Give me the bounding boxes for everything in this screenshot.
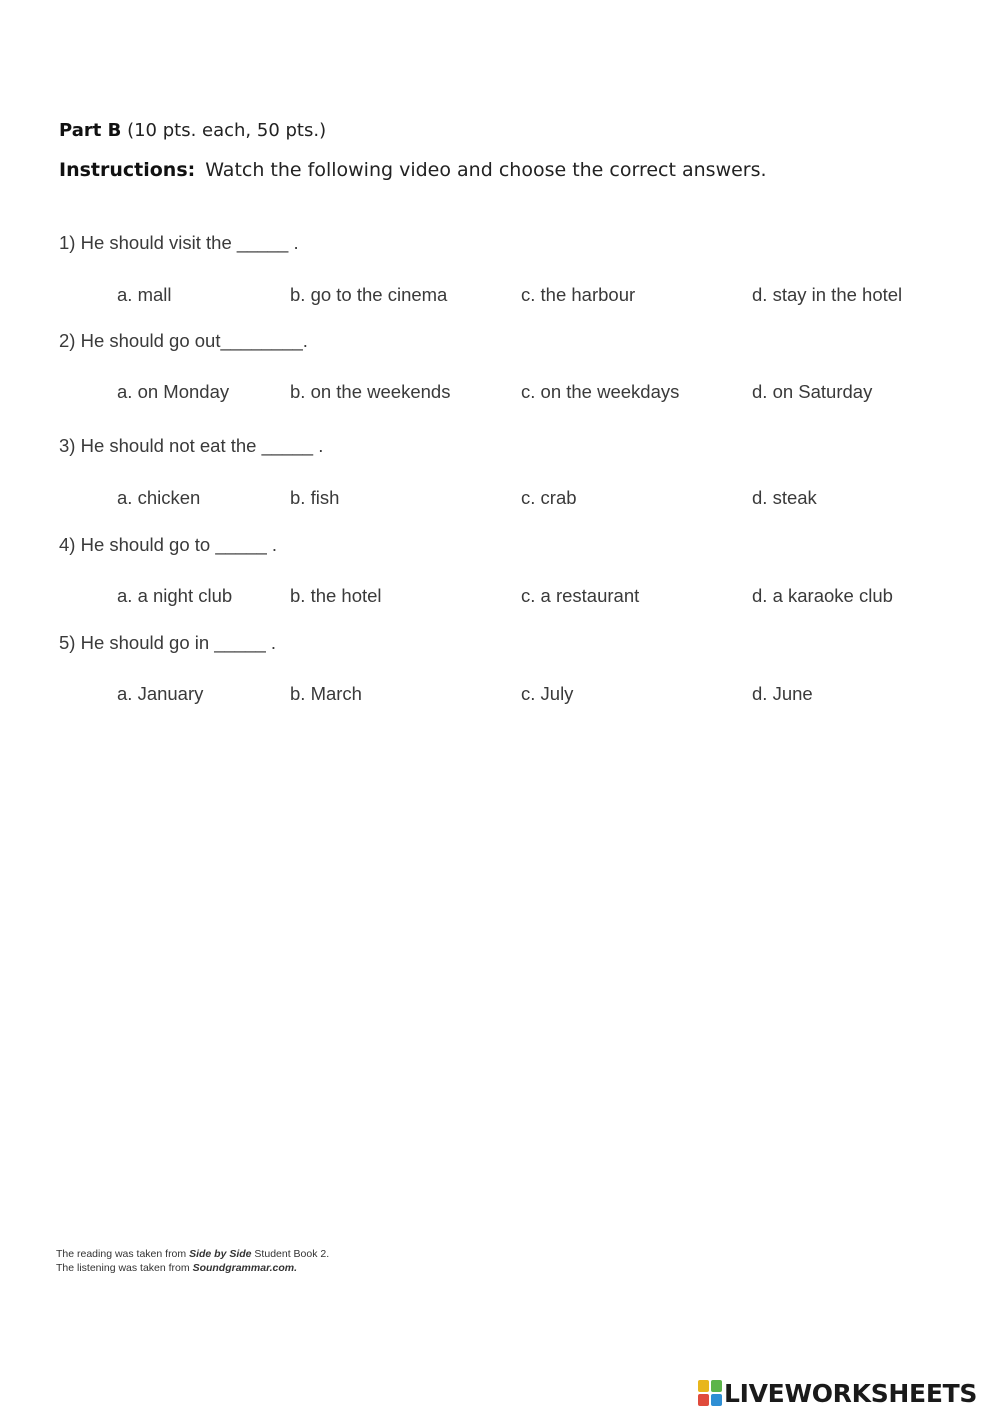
listening-credit	[56, 1261, 329, 1275]
option-3d[interactable]: d. steak	[752, 487, 817, 508]
question-3: 3) He should not eat the _____ .	[59, 435, 324, 456]
part-heading	[59, 120, 326, 141]
listening-credit-prefix: The listening was taken from	[56, 1262, 193, 1274]
logo-cell-1	[698, 1380, 709, 1392]
option-5d[interactable]: d. June	[752, 683, 813, 704]
reading-credit-prefix: The reading was taken from	[56, 1248, 190, 1260]
listening-credit-source: Soundgrammar.com.	[192, 1262, 298, 1274]
option-4a[interactable]: a. a night club	[117, 585, 233, 606]
option-1c[interactable]: c. the harbour	[521, 284, 636, 305]
option-1a[interactable]: a. mall	[117, 284, 172, 305]
question-5: 5) He should go in _____ .	[59, 632, 277, 653]
option-4b[interactable]: b. the hotel	[290, 585, 382, 606]
source-credits	[56, 1247, 329, 1275]
logo-cell-3	[698, 1394, 709, 1406]
option-2c[interactable]: c. on the weekdays	[521, 381, 680, 402]
brand-text: LIVEWORKSHEETS	[724, 1378, 978, 1408]
option-3b[interactable]: b. fish	[290, 487, 340, 508]
option-5a[interactable]: a. January	[117, 683, 204, 704]
instructions-label: Instructions:	[59, 159, 196, 181]
option-3c[interactable]: c. crab	[521, 487, 577, 508]
option-5b[interactable]: b. March	[290, 683, 362, 704]
liveworksheets-logo	[698, 1378, 977, 1408]
option-2d[interactable]: d. on Saturday	[752, 381, 873, 402]
option-1d[interactable]: d. stay in the hotel	[752, 284, 903, 305]
part-label: Part B	[59, 120, 122, 141]
option-4c[interactable]: c. a restaurant	[521, 585, 640, 606]
instructions	[59, 159, 767, 181]
reading-credit	[56, 1247, 329, 1261]
liveworksheets-logo-icon	[698, 1380, 722, 1406]
option-4d[interactable]: d. a karaoke club	[752, 585, 893, 606]
question-4: 4) He should go to _____ .	[59, 534, 278, 555]
reading-credit-suffix: Student Book 2.	[251, 1248, 330, 1260]
logo-cell-4	[711, 1394, 722, 1406]
option-5c[interactable]: c. July	[521, 683, 574, 704]
option-1b[interactable]: b. go to the cinema	[290, 284, 448, 305]
question-1: 1) He should visit the _____ .	[59, 232, 299, 253]
logo-cell-2	[711, 1380, 722, 1392]
instructions-text: Watch the following video and choose the correct answers.	[205, 159, 767, 181]
option-2b[interactable]: b. on the weekends	[290, 381, 451, 402]
part-points: (10 pts. each, 50 pts.)	[127, 120, 327, 141]
option-2a[interactable]: a. on Monday	[117, 381, 230, 402]
reading-credit-source: Side by Side	[189, 1248, 252, 1260]
option-3a[interactable]: a. chicken	[117, 487, 201, 508]
question-2: 2) He should go out________.	[59, 330, 308, 351]
